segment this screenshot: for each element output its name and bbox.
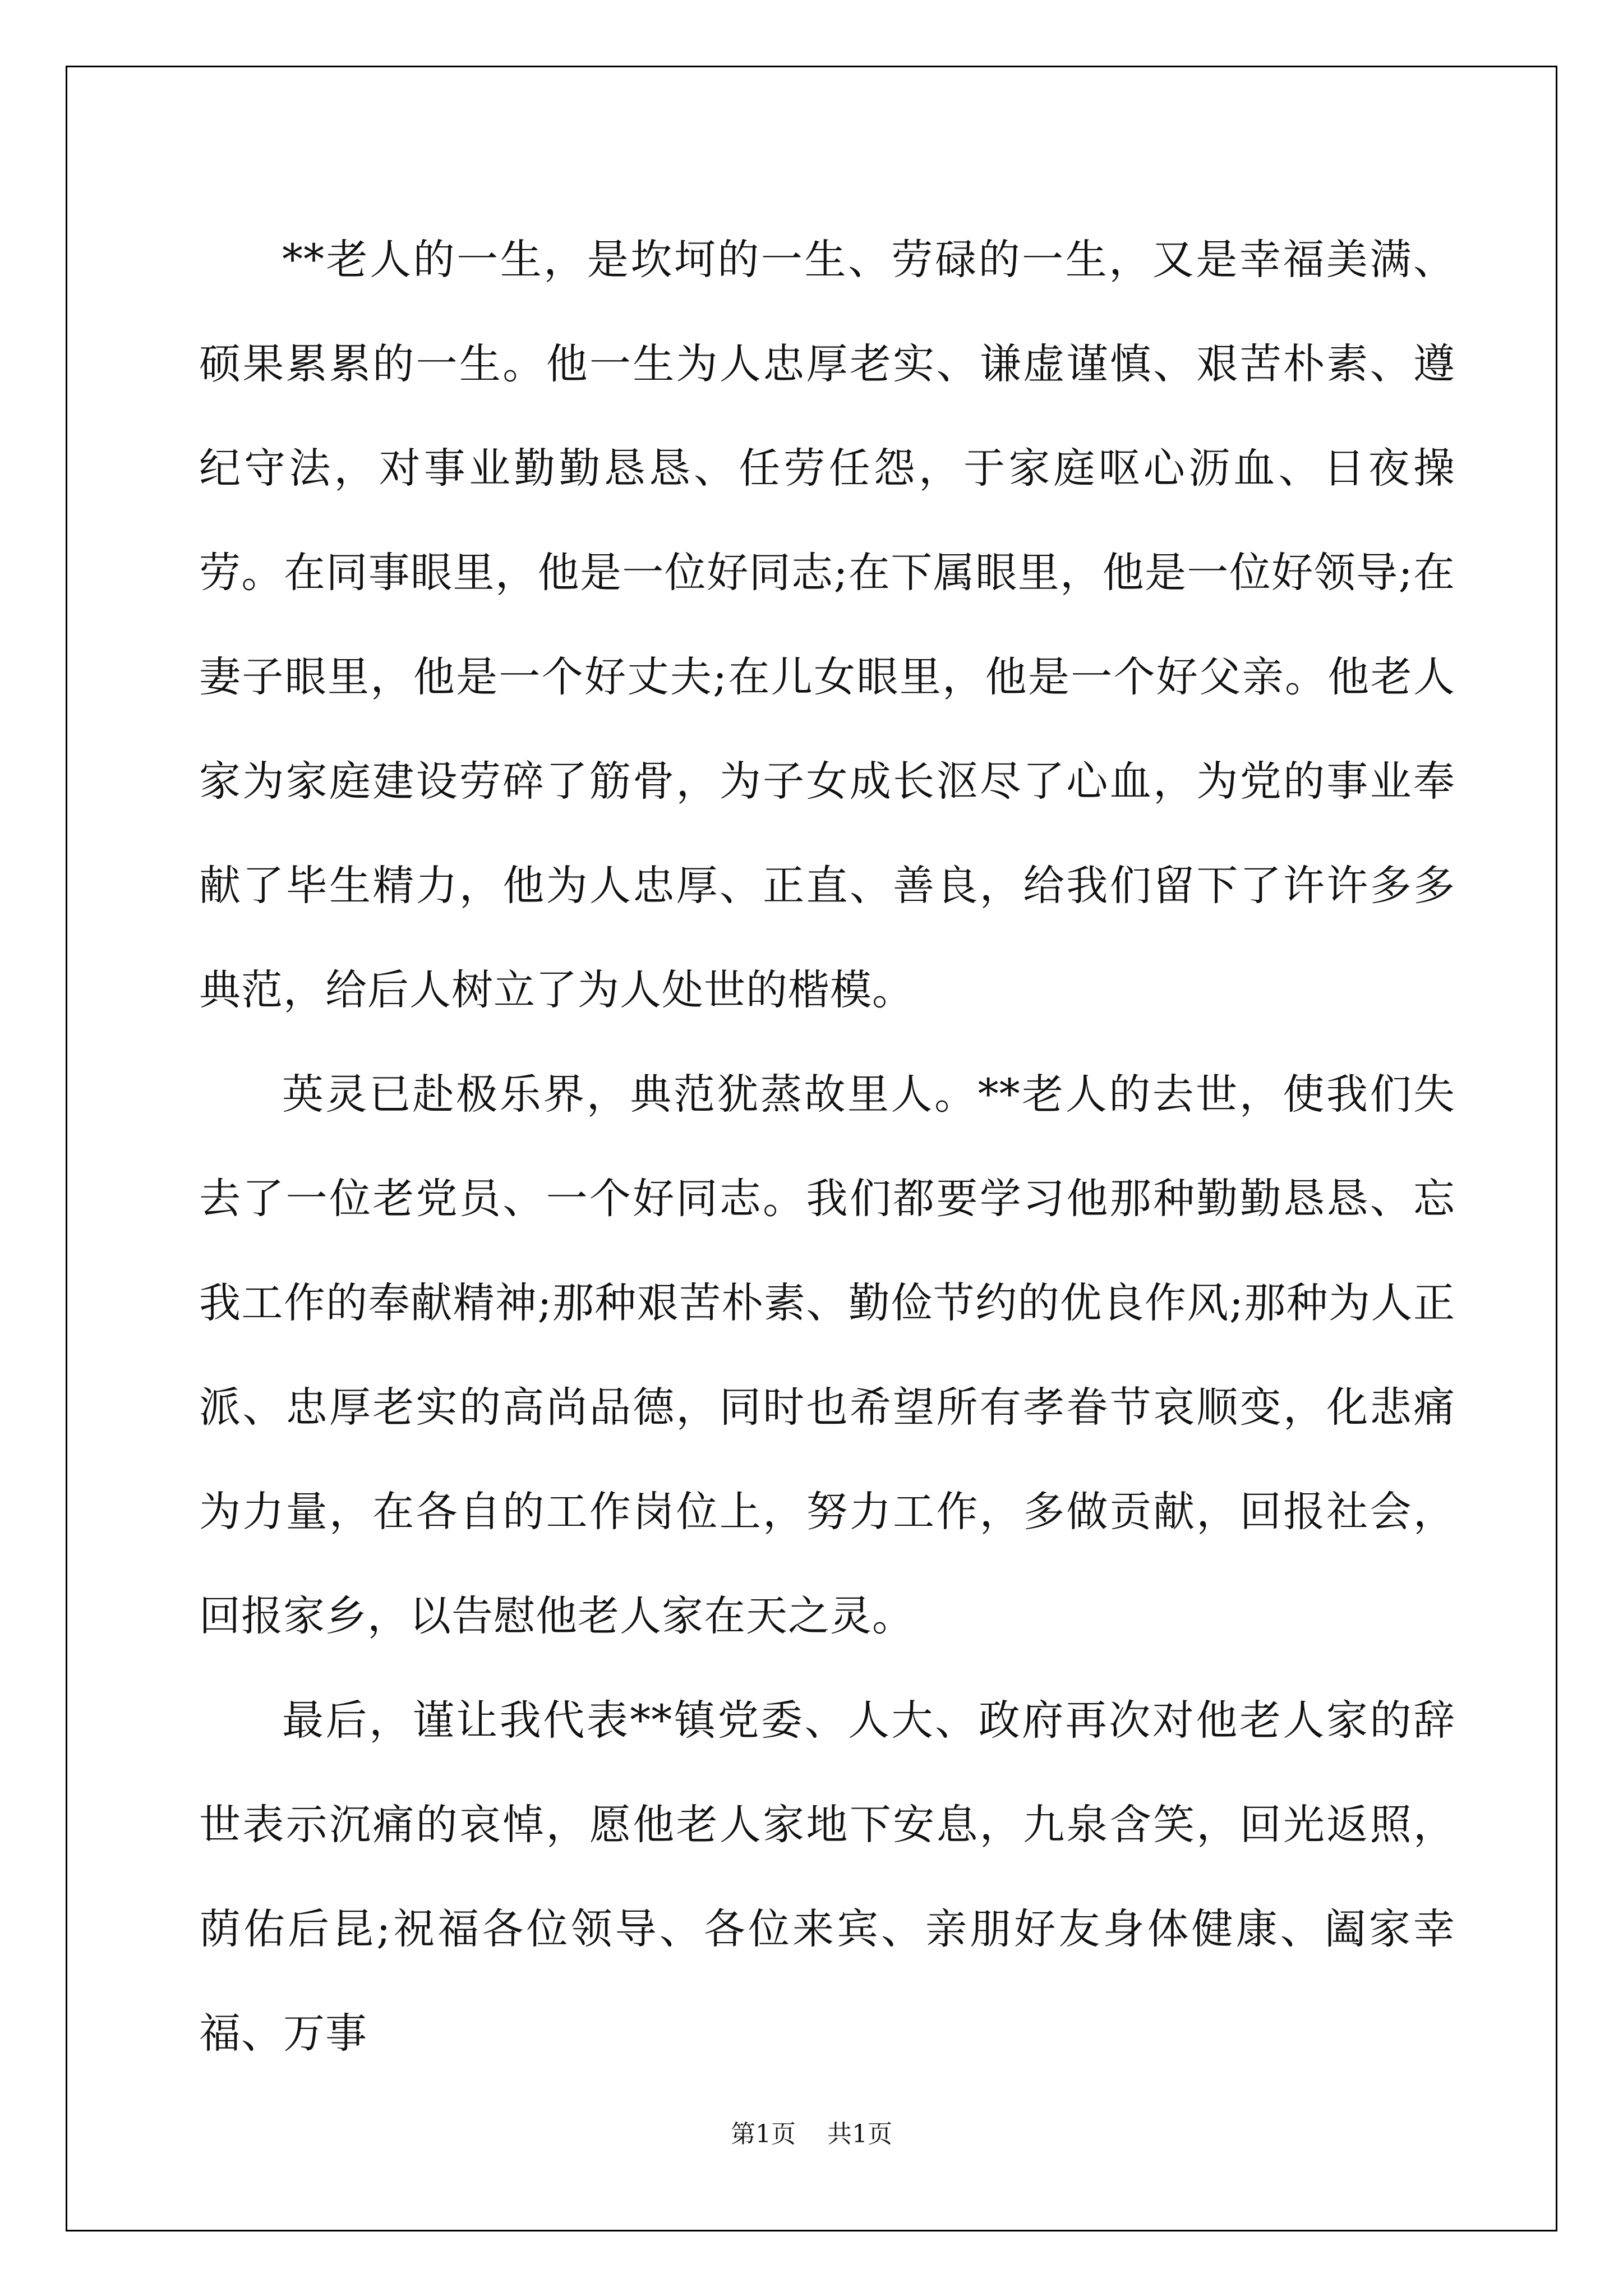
paragraph: **老人的一生，是坎坷的一生、劳碌的一生，又是幸福美满、硕果累累的一生。他一生为人忠厚老实、谦虚谨慎、艰苦朴素、遵纪守法，对事业勤勤恳恳、任劳任怨，于家庭呕心沥血、日夜操劳。在同事眼里，他是一位好同志;在下属眼里，他是一位好领导;在妻子眼里，他是一个好丈夫;在儿女眼里，他是一个好父亲。他老人家为家庭建设劳碎了筋骨，为子女成长沤尽了心血，为党的事业奉献了毕生精力，他为人忠厚、正直、善良，给我们留下了许许多多典范，给后人树立了为人处世的楷模。 bbox=[199, 236, 1455, 1014]
page-number-footer: 第1页 共1页 bbox=[731, 2120, 892, 2148]
document-body bbox=[199, 208, 1455, 2086]
paragraph: 英灵已赴极乐界，典范犹蒸故里人。**老人的去世，使我们失去了一位老党员、一个好同志。我们都要学习他那种勤勤恳恳、忘我工作的奉献精神;那种艰苦朴素、勤俭节约的优良作风;那种为人正派、忠厚老实的高尚品德，同时也希望所有孝眷节哀顺变，化悲痛为力量，在各自的工作岗位上，努力工作，多做贡献，回报社会，回报家乡，以告慰他老人家在天之灵。 bbox=[199, 1070, 1455, 1640]
paragraph: 最后，谨让我代表**镇党委、人大、政府再次对他老人家的辞世表示沉痛的哀悼，愿他老人家地下安息，九泉含笑，回光返照，荫佑后昆;祝福各位领导、各位来宾、亲朋好友身体健康、阖家幸福、万事 bbox=[199, 1696, 1455, 2058]
